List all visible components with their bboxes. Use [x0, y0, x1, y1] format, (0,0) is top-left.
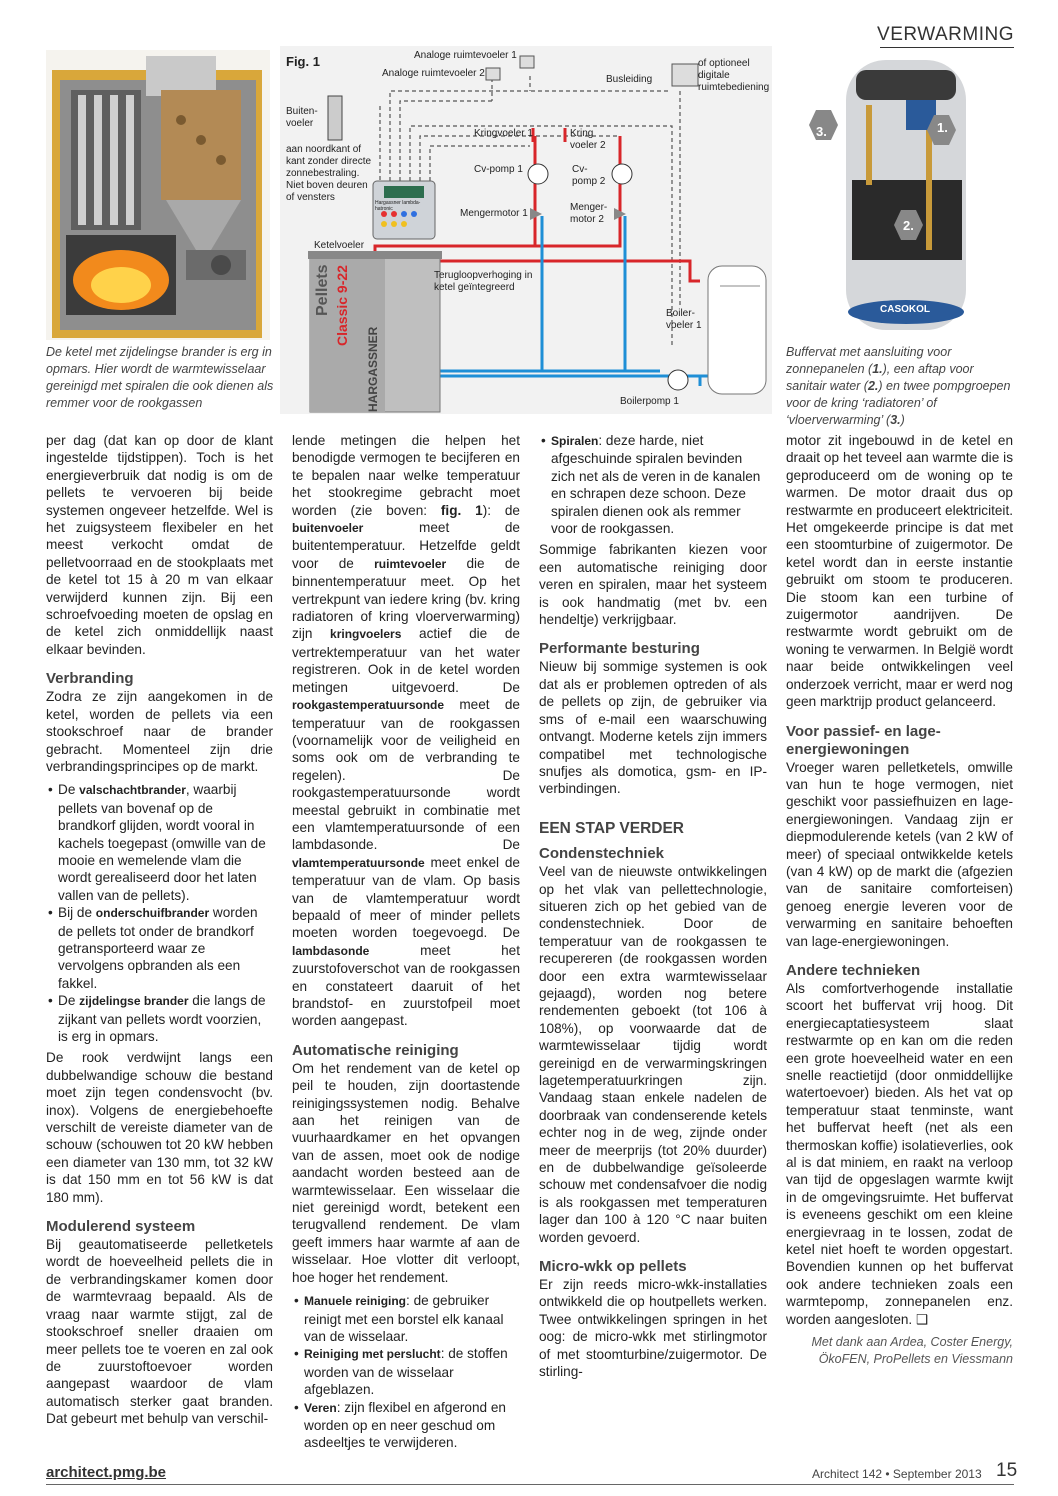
- list-item: • Spiralen: deze harde, niet afgeschuinde spiralen bevinden zich net als de veren in de kanalen en schrapen deze schoon. Deze spiralen dienen ook als remmer voor de rookgassen.: [551, 432, 767, 537]
- paragraph: Veel van de nieuwste ontwikkelingen op het vlak van pellettechnologie, situeren zich op het gebied van de condenstechniek. Door de temperatuur van de rookgassen te recupereren (de rookgassen worden door een extra warmtewisselaar gejaagd), worden nog betere rendementen geboekt (tot 106 à 108%), op voorwaarde dat de warmtewisselaar tijdig wordt gereinigd en de verwarmingskringen lagetemperatuurkringen zijn. Vandaag staan enkele nadelen de doorbraak van condenserende ketels echter nog in de weg, zijnde onder meer de meerprijs (tot 20% duurder) en de dubbelwandige geïsoleerde schouw met condensafvoer die nodig is als rookgassen met temperaturen lager dan 100 à 120 °C naar buiten worden gevoerd.: [539, 864, 767, 1245]
- label-busleiding: Busleiding: [606, 74, 653, 85]
- article-column-4: [786, 432, 1013, 1368]
- label-note: aan noordkant of kant zonder directe zonnebestraling. Niet boven deuren of vensters: [286, 144, 372, 203]
- heating-schematic-diagram: [280, 46, 772, 414]
- paragraph: Er zijn reeds micro-wkk-installaties ontwikkeld die op houtpellets werken. Twee ontwikkelingen springen in het oog: de micro-wkk met stirlingmotor of met stoomturbine/zuigermotor. De stirling-: [539, 1277, 767, 1380]
- label-cvpomp1: Cv-pomp 1: [474, 164, 523, 175]
- label-mengermotor1: Mengermotor 1: [460, 208, 528, 219]
- article-column-1: [46, 432, 273, 1434]
- label-analog2: Analoge ruimtevoeler 2: [382, 68, 485, 79]
- label-terugloop: Terugloopverhoging in ketel geïntegreerd: [434, 270, 533, 293]
- label-analog1: Analoge ruimtevoeler 1: [414, 50, 517, 61]
- paragraph: per dag (dat kan op door de klant ingestelde tijdstippen). Toch is het energieverbruik dat nodig is om de pellets te vervoeren bij beide systemen ongeveer hetzelfde. Wel is het zuigsysteem flexibeler en het meest verkocht omdat de pelletvoorraad en de stookplaats met de ketel tot 15 à 20 m van elkaar verwijderd kunnen zijn. Bij een schroefvoeding moeten de opslag en de ketel zich onmiddellijk naast elkaar bevinden.: [46, 433, 273, 657]
- label-buitenvoeler: Buiten- voeler: [286, 106, 318, 129]
- boiler-brand-name: HARGASSNER: [366, 326, 380, 412]
- label-kringvoeler2: Kring voeler 2: [570, 128, 606, 151]
- paragraph: Sommige fabrikanten kiezen voor een automatische reiniging door veren en spiralen, maar het systeem is ook handmatig (met bv. een hendeltje) verkrijgbaar.: [539, 542, 767, 628]
- section-tag: VERWARMING: [877, 24, 1014, 45]
- heading-besturing: Performante besturing: [539, 640, 700, 658]
- paragraph: Vroeger waren pelletketels, omwille van hun te hoge vermogen, niet geschikt voor passiefhuizen en lage-energiewoningen. Vandaag zijn er diepmodulerende ketels (van 2 kW of meer) of speciaal ontwikkelde ketels (van 4 kW) op de markt die (afgezien van de sanitaire comforteisen) genoeg energie leveren voor de verwarming en sanitaire behoeften van lage-energiewoningen.: [786, 759, 1013, 949]
- list-item: • Veren: zijn flexibel en afgerond en worden op en neer geschud om asdeeltjes te verwijderen.: [304, 1399, 520, 1452]
- label-optional: of optioneel digitale ruimtebediening: [698, 58, 770, 93]
- footer-url-link[interactable]: architect.pmg.be: [46, 1464, 167, 1481]
- boiler-brand-classic: Classic 9-22: [334, 265, 350, 346]
- label-controller: Hargassner lambda-hatronic: [375, 200, 421, 212]
- cleaning-list: [292, 1292, 520, 1452]
- acknowledgements: Met dank aan Ardea, Coster Energy, ÖkoFEN, ProPellets en Viessmann: [811, 1335, 1013, 1367]
- badge-2: 2.: [903, 218, 914, 233]
- footer-divider: [46, 1484, 1014, 1485]
- list-item: • De zijdelingse brander die langs de zijkant van pellets wordt voorzien, is erg in opmars.: [58, 992, 273, 1045]
- vessel-brand: CASOKOL: [880, 304, 930, 315]
- label-ketelvoeler: Ketelvoeler: [314, 240, 365, 251]
- label-mengermotor2: Menger- motor 2: [570, 202, 608, 225]
- paragraph: Als comfortverhogende installatie scoort het buffervat vrij hoog. Dit energiecaptatiesysteem slaat restwarmte op en kan om die reden een grote hoeveelheid water en een snelle reactietijd (door onmiddellijke watertoevoer) bieden. Als het vat op temperatuur staat tenminste, want het buffervat heeft (net als een thermoskan koffie) isolatieverlies, ook al is dat miniem, en raakt na verloop van tijd de opgeslagen warmte kwijt in de omgevingsruimte. Het buffervat is eveneens geschikt om een kleine energievraag in te lossen, zodat de ketel niet hoeft te worden opgestart. Bovendien kunnen op het buffervat ook andere technieken zoals een warmtepomp, zonnepanelen enz. worden aangesloten. ❑: [786, 980, 1013, 1327]
- label-kringvoeler1: Kringvoeler 1: [474, 128, 533, 139]
- caption-right: Buffervat met aansluiting voor zonnepanelen (1.), een aftap voor sanitair water (2.) en twee pompgroepen voor de kring ‘radiatoren’ of ‘vloerverwarming’ (3.): [786, 345, 1011, 427]
- paragraph: Zodra ze zijn aangekomen in de ketel, worden de pellets via een stookschroef naar de brander gebracht. Momenteel zijn drie verbrandingsprincipes op de markt.: [46, 689, 273, 774]
- heading-modulerend: Modulerend systeem: [46, 1218, 196, 1236]
- article-column-2: [292, 432, 520, 1456]
- list-item: • Reiniging met perslucht: de stoffen worden van de wisselaar afgeblazen.: [304, 1345, 520, 1398]
- section-divider: [880, 47, 1014, 48]
- article-column-3: [539, 432, 767, 1387]
- heading-stap-verder: EEN STAP VERDER: [539, 819, 684, 837]
- paragraph: Bij geautomatiseerde pelletketels wordt de hoeveelheid pellets die in de verbrandingskamer komen door de warmtevraag bepaald. Als de vraag naar warmte stijgt, zal de stookschroef sneller draaien om meer pellets toe te voeren en zal ook de zuurstoftoevoer worden aangepast waardoor de vlam automatisch sterker gaat branden. Dat gebeurt met behulp van verschil-: [46, 1237, 273, 1427]
- paragraph: Om het rendement van de ketel op peil te houden, zijn doortastende reinigingssystemen nodig. Behalve aan het reinigen van de vuurhaardkamer en het opvangen van de assen, moet ook de nodige aandacht worden besteed aan de warmtewisselaar. Een wisselaar die niet gereinigd wordt, betekent een terugvallend rendement. De vlam geeft immers haar warmte af aan de wisselaar. Hoe vlotter dit verloopt, hoe hoger het rendement.: [292, 1060, 520, 1285]
- label-boilervoeler: Boiler- voeler 1: [666, 308, 702, 331]
- heading-reiniging: Automatische reiniging: [292, 1041, 459, 1059]
- footer-issue: Architect 142 • September 2013: [812, 1467, 982, 1481]
- cleaning-list-cont: [539, 432, 767, 537]
- label-boilerpomp: Boilerpomp 1: [620, 396, 679, 407]
- boiler-cutaway-photo: [46, 50, 270, 340]
- list-item: • De valschachtbrander, waarbij pellets van bovenaf op de brandkorf glijden, wordt vooral in kachels toegepast (omwille van de mooie en wemelende vlam die wordt gerealiseerd door het laten vallen van de pellets).: [58, 781, 273, 904]
- caption-left: De ketel met zijdelingse brander is erg in opmars. Hier wordt de warmtewisselaar gereinigd met spiralen die ook dienen als remmer voor de rookgassen: [46, 345, 274, 410]
- heading-passief: Voor passief- en lage-energiewoningen: [786, 722, 941, 758]
- paragraph: lende metingen die helpen het benodigde vermogen te becijferen en te bepalen naar welke temperatuur het stookregime gebracht moet worden (zie boven: fig. 1): de buitenvoeler meet de buitentemperatuur. Hetzelfde geldt voor de ruimtevoeler die de binnentemperatuur meet. Op het vertrekpunt van iedere kring (bv. kring radiatoren of kring vloerverwarming) zijn kringvoelers actief die de vertrektemperatuur van het water registreren. Ook in de ketel worden metingen uitgevoerd. De rookgastemperatuursonde meet de temperatuur van de rookgassen (voornamelijk voor de veiligheid en soms ook om de verbranding te regelen). De rookgastemperatuursonde wordt meestal gebruikt in combinatie met een vlamtemperatuursonde of een lambdasonde. De vlamtemperatuursonde meet enkel de temperatuur van de vlam. Op basis van de vlamtemperatuur wordt bepaald of meer of minder pellets moeten worden toegevoegd. De lambdasonde meet het zuurstofoverschot van de rookgassen en constateert daaruit of het brandstof- en zuurstofpeil moet worden aangepast.: [292, 433, 520, 1029]
- heading-andere: Andere technieken: [786, 961, 921, 979]
- page-number: 15: [996, 1460, 1018, 1481]
- paragraph: motor zit ingebouwd in de ketel en draait op het teveel aan warmte die is geproduceerd om de woning op te warmen. De motor draait dus op restwarmte en produceert elektriciteit. Het omgekeerde principe is dat met een stoomturbine of zuigermotor. De ketel wordt dan in eerste instantie gebruikt om stoom te produceren. Die stoom kan een turbine of zuigermotor aandrijven. De restwarmte wordt gebruikt om de woning te verwarmen. In België wordt naar beide ontwikkelingen veel onderzoek verricht, maar er werd nog geen marktrijp product gelanceerd.: [786, 433, 1013, 710]
- heading-condenstechniek: Condenstechniek: [539, 845, 665, 863]
- heading-verbranding: Verbranding: [46, 670, 134, 688]
- list-item: • Bij de onderschuifbrander worden de pellets tot onder de brandkorf getransporteerd waar ze vervolgens opbranden als een fakkel.: [58, 904, 273, 992]
- badge-1: 1.: [937, 120, 948, 135]
- heading-micro-wkk: Micro-wkk op pellets: [539, 1258, 687, 1276]
- fig1-label: Fig. 1: [286, 54, 320, 69]
- badge-3: 3.: [816, 124, 827, 139]
- paragraph: De rook verdwijnt langs een dubbelwandige schouw die bestand moet zijn tegen condensvocht (bv. inox). Volgens de energiebehoefte verschilt de vereiste diameter van de schouw (schouwen tot 20 kW hebben een diameter van 130 mm, tot 32 kW is dat 150 mm en tot 56 kW is dat 180 mm).: [46, 1050, 273, 1205]
- buffer-vessel-photo: [786, 50, 1012, 340]
- boiler-brand-pellets: Pellets: [314, 264, 331, 316]
- label-cvpomp2: Cv- pomp 2: [572, 164, 606, 187]
- burner-list: [46, 781, 273, 1045]
- list-item: • Manuele reiniging: de gebruiker reinigt met een borstel elk kanaal van de wisselaar.: [304, 1292, 520, 1345]
- paragraph: Nieuw bij sommige systemen is ook dat als er problemen optreden of als de pellets op zijn, de gebruiker via sms of e-mail een waarschuwing ontvangt. Moderne ketels zijn immers compatibel met technologische snufjes als domotica, gsm- en IP-verbindingen.: [539, 659, 767, 797]
